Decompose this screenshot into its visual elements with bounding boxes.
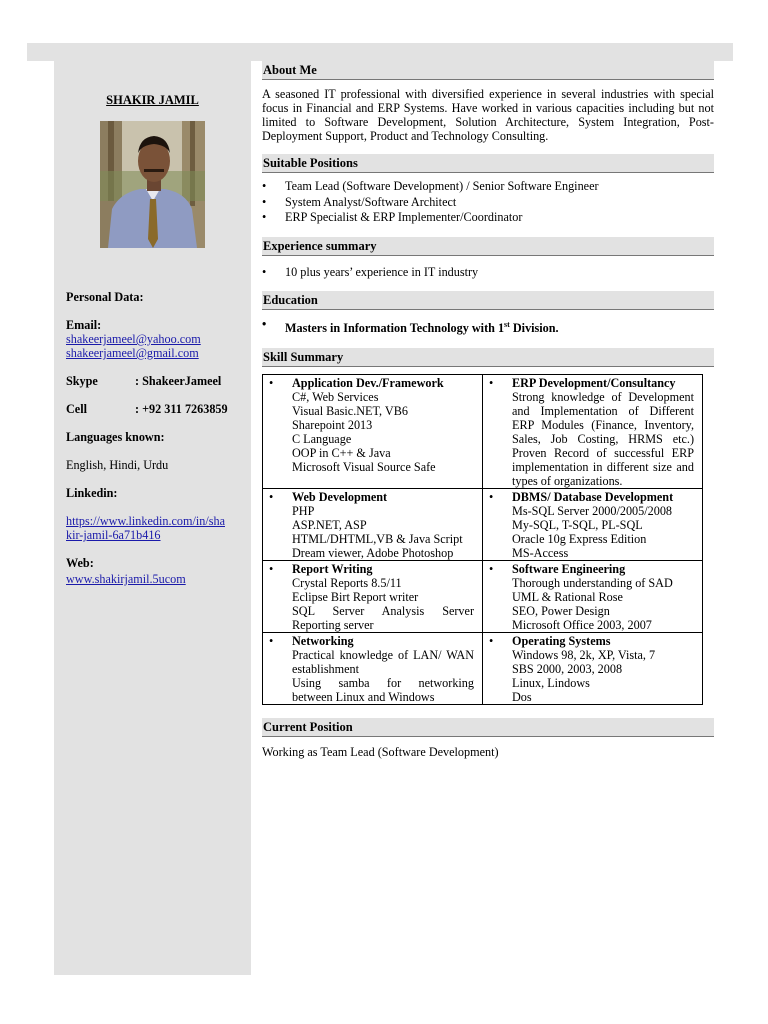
table-row [263, 632, 703, 704]
skill-cell: • Software Engineering Thorough understanding of SAD UML & Rational Rose SEO, Power Design Microsoft Office 2003, 2007 [483, 560, 703, 632]
cell-value: : +92 311 7263859 [135, 402, 228, 416]
email-link-gmail[interactable]: shakeerjameel@gmail.com [66, 346, 199, 360]
linkedin-label: Linkedin: [66, 486, 118, 500]
email-link-yahoo[interactable]: shakeerjameel@yahoo.com [66, 332, 201, 346]
skype-label: Skype [66, 374, 98, 388]
about-text: A seasoned IT professional with diversified experience in several industries with special focus in Financial and ERP Systems. Have worked in various capacities including but not limited to Software Development, Solution Architecture, System Integration, Post-Deployment Support, Product and Technology Consulting. [262, 87, 714, 143]
list-item: • Team Lead (Software Development) / Senior Software Engineer [262, 179, 599, 193]
about-heading: About Me [262, 61, 714, 80]
skill-cell: • Operating Systems Windows 98, 2k, XP, Vista, 7 SBS 2000, 2003, 2008 Linux, Lindows Dos [483, 632, 703, 704]
languages-value: English, Hindi, Urdu [66, 458, 169, 472]
page-top-bar [27, 43, 733, 61]
table-row [263, 374, 703, 488]
skills-heading: Skill Summary [262, 348, 714, 367]
skills-table [262, 374, 703, 705]
education-list [262, 317, 714, 337]
current-position-text: Working as Team Lead (Software Development) [262, 744, 499, 759]
linkedin-link-line1[interactable]: https://www.linkedin.com/in/sha [66, 514, 225, 528]
positions-list [262, 179, 714, 226]
table-row [263, 560, 703, 632]
skype-value: : ShakeerJameel [135, 374, 222, 388]
profile-photo [100, 121, 205, 248]
skill-cell: • Web Development PHP ASP.NET, ASP HTML/DHTML,VB & Java Script Dream viewer, Adobe Photoshop [263, 488, 483, 560]
main-content [262, 61, 714, 759]
experience-list [262, 265, 714, 281]
web-label: Web: [66, 556, 94, 570]
linkedin-link-line2[interactable]: kir-jamil-6a71b416 [66, 528, 161, 542]
table-row [263, 488, 703, 560]
candidate-name: SHAKIR JAMIL [106, 93, 199, 107]
experience-heading: Experience summary [262, 237, 714, 256]
email-label: Email: [66, 318, 102, 332]
list-item: • Masters in Information Technology with 1st Division. [262, 317, 559, 336]
skill-cell: • Networking Practical knowledge of LAN/ WAN establishment Using samba for networking between Linux and Windows [263, 632, 483, 704]
cell-label: Cell [66, 402, 87, 416]
personal-data-label: Personal Data: [66, 290, 144, 304]
list-item: • ERP Specialist & ERP Implementer/Coordinator [262, 210, 523, 224]
skill-cell: • DBMS/ Database Development Ms-SQL Server 2000/2005/2008 My-SQL, T-SQL, PL-SQL Oracle 10g Express Edition MS-Access [483, 488, 703, 560]
list-item: • System Analyst/Software Architect [262, 194, 457, 209]
skill-cell: • Application Dev./Framework C#, Web Services Visual Basic.NET, VB6 Sharepoint 2013 C Language OOP in C++ & Java Microsoft Visual Source Safe [263, 374, 483, 488]
skill-cell: • ERP Development/Consultancy Strong knowledge of Development and Implementation of Different ERP Modules (Finance, Inventory, Sales, Job Costing, HRMS etc.) Proven Record of successful ERP implementation in different size and types of organizations. [483, 374, 703, 488]
skill-cell: • Report Writing Crystal Reports 8.5/11 Eclipse Birt Report writer SQL Server Analysis Server Reporting server [263, 560, 483, 632]
current-position-heading: Current Position [262, 718, 714, 737]
education-heading: Education [262, 291, 714, 310]
languages-label: Languages known: [66, 430, 165, 444]
web-link[interactable]: www.shakirjamil.5ucom [66, 572, 186, 586]
positions-heading: Suitable Positions [262, 154, 714, 173]
list-item: • 10 plus years’ experience in IT industry [262, 264, 479, 279]
